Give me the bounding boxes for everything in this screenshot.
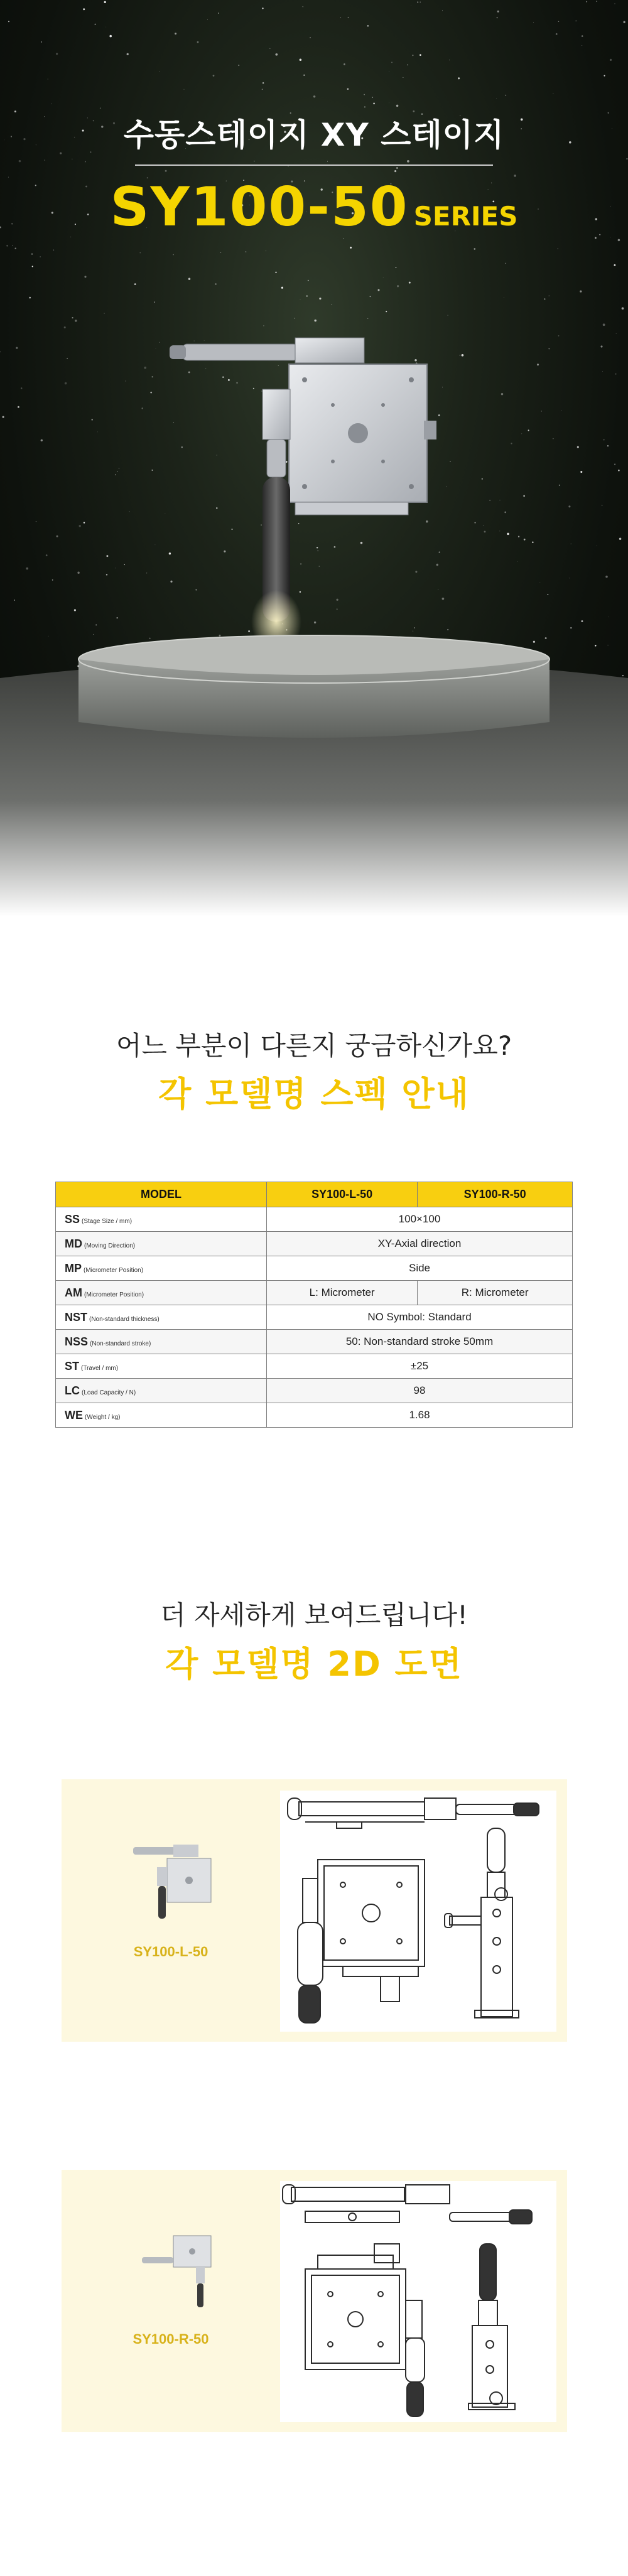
row-desc: (Micrometer Position) bbox=[84, 1291, 144, 1298]
header-l-model: SY100-L-50 bbox=[267, 1182, 418, 1207]
row-label bbox=[56, 1354, 267, 1379]
technical-drawing-l bbox=[280, 1791, 556, 2032]
hero-model-name bbox=[0, 176, 628, 239]
row-desc: (Moving Direction) bbox=[84, 1242, 136, 1249]
row-code: LC bbox=[65, 1384, 80, 1397]
row-desc: (Load Capacity / N) bbox=[82, 1389, 136, 1396]
row-desc: (Non-standard thickness) bbox=[89, 1315, 160, 1323]
drawing-section-subtitle: 더 자세하게 보여드립니다! bbox=[160, 1600, 468, 1630]
table-row bbox=[56, 1281, 573, 1305]
row-value: 98 bbox=[267, 1379, 573, 1403]
row-label bbox=[56, 1207, 267, 1232]
row-value: ±25 bbox=[267, 1354, 573, 1379]
row-label bbox=[56, 1256, 267, 1281]
row-desc: (Non-standard stroke) bbox=[90, 1340, 151, 1347]
row-code: MP bbox=[65, 1261, 82, 1275]
row-value: 100×100 bbox=[267, 1207, 573, 1232]
hero-banner bbox=[0, 0, 628, 917]
row-value: 1.68 bbox=[267, 1403, 573, 1428]
row-desc: (Stage Size / mm) bbox=[82, 1217, 133, 1225]
row-label bbox=[56, 1330, 267, 1354]
row-label bbox=[56, 1232, 267, 1256]
row-value-l: L: Micrometer bbox=[267, 1281, 418, 1305]
row-value: XY-Axial direction bbox=[267, 1232, 573, 1256]
row-code: MD bbox=[65, 1237, 82, 1250]
hero-divider bbox=[135, 164, 493, 166]
spec-section-heading: 각 모델명 스펙 안내 bbox=[158, 1074, 470, 1114]
table-row bbox=[56, 1207, 573, 1232]
row-desc: (Travel / mm) bbox=[81, 1364, 119, 1372]
row-desc: (Micrometer Position) bbox=[84, 1266, 144, 1274]
row-value: NO Symbol: Standard bbox=[267, 1305, 573, 1330]
table-row bbox=[56, 1256, 573, 1281]
table-row bbox=[56, 1379, 573, 1403]
drawing-panel-label-l: SY100-L-50 bbox=[133, 1944, 208, 1959]
table-row bbox=[56, 1403, 573, 1428]
product-thumbnail-l bbox=[129, 1842, 217, 1924]
row-code: SS bbox=[65, 1212, 80, 1226]
row-value: Side bbox=[267, 1256, 573, 1281]
hero-title: 수동스테이지 XY 스테이지 bbox=[123, 117, 505, 153]
row-value-r: R: Micrometer bbox=[418, 1281, 573, 1305]
technical-drawing-r bbox=[280, 2181, 556, 2422]
spec-section-subtitle: 어느 부분이 다른지 궁금하신가요? bbox=[116, 1030, 512, 1061]
header-model: MODEL bbox=[56, 1182, 267, 1207]
drawing-panel-label-r: SY100-R-50 bbox=[133, 2331, 209, 2347]
display-pedestal bbox=[0, 628, 628, 917]
header-r-model: SY100-R-50 bbox=[418, 1182, 573, 1207]
spec-table bbox=[55, 1182, 573, 1428]
drawing-panel-r bbox=[62, 2170, 567, 2432]
drawing-section-heading: 각 모델명 2D 도면 bbox=[165, 1644, 463, 1684]
row-desc: (Weight / kg) bbox=[85, 1413, 121, 1421]
table-row bbox=[56, 1354, 573, 1379]
product-thumbnail-r bbox=[136, 2229, 224, 2311]
row-code: ST bbox=[65, 1359, 80, 1372]
row-label bbox=[56, 1305, 267, 1330]
hero-model-code: SY100-50 bbox=[110, 176, 409, 239]
row-label bbox=[56, 1281, 267, 1305]
row-label bbox=[56, 1379, 267, 1403]
row-value: 50: Non-standard stroke 50mm bbox=[267, 1330, 573, 1354]
row-code: WE bbox=[65, 1408, 83, 1421]
row-code: NSS bbox=[65, 1335, 89, 1348]
table-row bbox=[56, 1330, 573, 1354]
row-code: AM bbox=[65, 1286, 82, 1299]
row-code: NST bbox=[65, 1310, 87, 1323]
hero-series-label: SERIES bbox=[413, 201, 518, 232]
product-image-xy-stage bbox=[170, 326, 452, 653]
spec-table-header bbox=[56, 1182, 573, 1207]
drawing-panel-l bbox=[62, 1779, 567, 2042]
table-row bbox=[56, 1232, 573, 1256]
table-row bbox=[56, 1305, 573, 1330]
row-label bbox=[56, 1403, 267, 1428]
